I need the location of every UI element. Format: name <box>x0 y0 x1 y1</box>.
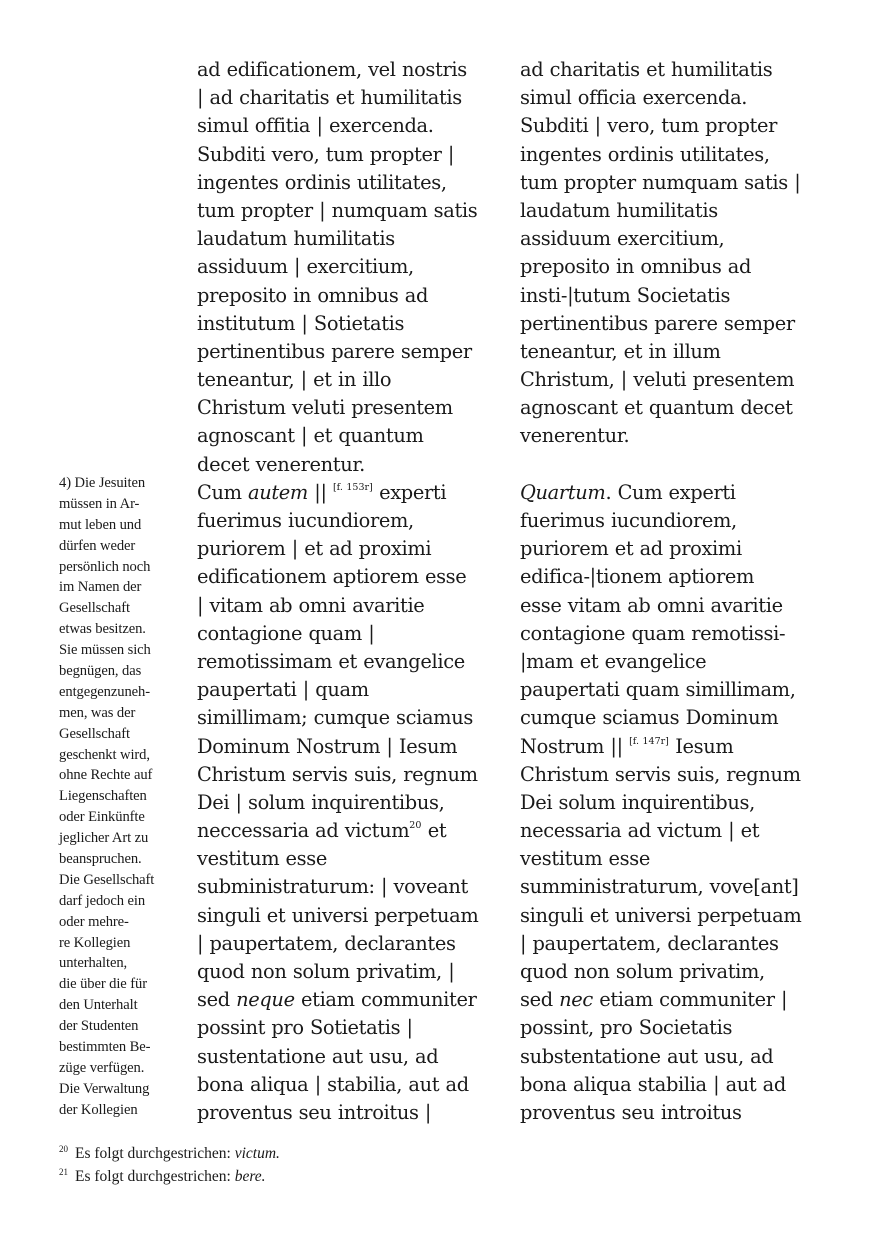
note-line: dürfen weder <box>59 537 136 554</box>
text-line: remotissimam et evangelice <box>197 649 465 673</box>
text-run: Iesum <box>668 734 734 758</box>
text-line <box>520 479 830 507</box>
note-line: men, was der <box>59 704 136 721</box>
text-line: Christum servis suis, regnum <box>520 762 801 786</box>
text-line: proventus seu introitus <box>520 1100 742 1124</box>
note-line: re Kollegien <box>59 934 131 951</box>
note-line: Die Gesellschaft <box>59 871 155 888</box>
note-line: darf jedoch ein <box>59 892 146 909</box>
text-line: venerentur. <box>520 424 630 448</box>
note-line: müssen in Ar- <box>59 495 140 512</box>
note-line: persönlich noch <box>59 558 151 575</box>
text-run: experti <box>372 480 447 504</box>
text-line: insti-|tutum Societatis <box>520 283 731 307</box>
text-line <box>197 479 507 507</box>
text-line: | ad charitatis et humilitatis <box>197 86 462 110</box>
note-line: Gesellschaft <box>59 600 130 617</box>
note-line: jeglicher Art zu <box>59 830 149 847</box>
folio-reference: [f. 153r] <box>332 481 373 493</box>
text-line: Subditi | vero, tum propter <box>520 114 778 138</box>
note-line: entgegenzuneh- <box>59 683 150 700</box>
italic-word: neque <box>236 988 295 1012</box>
text-run: . Cum experti <box>605 480 736 504</box>
note-line: Liegenschaften <box>59 788 147 805</box>
text-line: edifica-|tionem aptiorem <box>520 565 755 589</box>
note-line: den Unterhalt <box>59 997 138 1014</box>
text-line: singuli et universi perpetuam <box>520 903 802 927</box>
text-line: agnoscant et quantum decet <box>520 396 793 420</box>
text-line: ingentes ordinis utilitates, <box>520 142 770 166</box>
text-line: substentatione aut usu, ad <box>520 1044 774 1068</box>
text-line: bona aliqua stabilia | aut ad <box>520 1072 786 1096</box>
text-line: assiduum | exercitium, <box>197 255 414 279</box>
note-line: Gesellschaft <box>59 725 130 742</box>
text-line: Dei | solum inquirentibus, <box>197 790 445 814</box>
text-line: vestitum esse <box>197 847 328 871</box>
note-line: etwas besitzen. <box>59 621 146 638</box>
text-line: singuli et universi perpetuam <box>197 903 479 927</box>
text-line: laudatum humilitatis <box>520 198 718 222</box>
italic-word: Quartum <box>520 480 606 504</box>
note-line: der Studenten <box>59 1018 139 1035</box>
text-line: Christum, | veluti presentem <box>520 368 795 392</box>
footnote-number: 20 <box>59 1144 68 1154</box>
footnote-italic-word: bere. <box>234 1168 266 1185</box>
note-line: beanspruchen. <box>59 851 142 868</box>
text-line: vestitum esse <box>520 847 651 871</box>
text-line: quod non solum privatim, | <box>197 960 455 983</box>
footnote-text: Es folgt durchgestrichen: <box>75 1145 235 1162</box>
text-line: possint, pro Societatis <box>520 1016 733 1040</box>
text-line <box>197 817 507 845</box>
text-run: Cum <box>197 480 248 504</box>
text-line: paupertati | quam <box>197 678 369 702</box>
text-line: paupertati quam simillimam, <box>520 678 796 702</box>
text-run: sed <box>197 988 237 1012</box>
footnote-italic-word: victum. <box>234 1145 280 1162</box>
text-line: ingentes ordinis utilitates, <box>197 170 447 194</box>
text-line: preposito in omnibus ad <box>197 283 429 307</box>
right-text-column <box>520 56 830 1127</box>
italic-word: nec <box>559 988 593 1012</box>
text-line: |mam et evangelice <box>520 649 707 673</box>
footnote-number: 21 <box>59 1167 68 1177</box>
text-run: sed <box>520 988 560 1012</box>
text-line <box>520 986 830 1014</box>
text-line: Dominum Nostrum | Iesum <box>197 734 458 758</box>
text-line: esse vitam ab omni avaritie <box>520 593 783 617</box>
text-line: puriorem et ad proximi <box>520 537 742 561</box>
text-line: fuerimus iucundiorem, <box>197 509 414 532</box>
note-line: ohne Rechte auf <box>59 767 153 784</box>
text-line: ad charitatis et humilitatis <box>520 58 773 81</box>
note-line: im Namen der <box>59 579 142 596</box>
text-run: etiam communiter | <box>592 988 788 1012</box>
text-line: | vitam ab omni avaritie <box>197 593 425 617</box>
text-line: | paupertatem, declarantes <box>197 931 456 955</box>
text-run: || <box>307 480 333 504</box>
note-line: Sie müssen sich <box>59 642 151 659</box>
text-line: pertinentibus parere semper <box>520 311 795 335</box>
text-line: subministraturum: | voveant <box>197 875 468 899</box>
italic-word: autem <box>247 480 308 504</box>
text-line: laudatum humilitatis <box>197 227 395 251</box>
text-line: | paupertatem, declarantes <box>520 931 779 955</box>
note-line: Die Verwaltung <box>59 1080 150 1097</box>
text-line <box>197 986 507 1014</box>
text-line: Christum servis suis, regnum <box>197 762 478 786</box>
footnote-text: Es folgt durchgestrichen: <box>75 1168 235 1185</box>
note-line: oder Einkünfte <box>59 809 145 826</box>
text-line: simillimam; cumque sciamus <box>197 706 473 730</box>
text-line: Dei solum inquirentibus, <box>520 790 755 814</box>
note-line: der Kollegien <box>59 1101 138 1118</box>
text-line: teneantur, et in illum <box>520 339 721 363</box>
text-run: Nostrum || <box>520 734 630 758</box>
footnote <box>59 1142 280 1165</box>
text-line: preposito in omnibus ad <box>520 255 752 279</box>
text-line: contagione quam | <box>197 621 375 645</box>
note-line: begnügen, das <box>59 663 142 680</box>
margin-summary-note <box>59 473 184 1121</box>
text-line: institutum | Sotietatis <box>197 311 405 335</box>
text-line: quod non solum privatim, <box>520 960 765 983</box>
text-line: sustentatione aut usu, ad <box>197 1044 439 1068</box>
note-line: züge verfügen. <box>59 1059 145 1076</box>
text-line: Subditi vero, tum propter | <box>197 142 455 166</box>
text-line: assiduum exercitium, <box>520 227 725 251</box>
text-line: cumque sciamus Dominum <box>520 706 779 730</box>
note-line: unterhalten, <box>59 955 128 972</box>
text-line: puriorem | et ad proximi <box>197 537 432 561</box>
footnote-marker[interactable]: 20 <box>409 820 422 832</box>
text-run: et <box>421 819 447 843</box>
left-text-column <box>197 56 507 1127</box>
text-line: tum propter | numquam satis <box>197 198 478 222</box>
text-line: contagione quam remotissi- <box>520 621 786 645</box>
text-line: proventus seu introitus | <box>197 1100 432 1124</box>
text-line: simul offitia | exercenda. <box>197 114 434 138</box>
text-run: neccessaria ad victum <box>197 819 410 843</box>
text-line <box>520 733 830 761</box>
text-line: ad edificationem, vel nostris <box>197 58 467 81</box>
note-line: bestimmten Be- <box>59 1039 151 1056</box>
note-line: die über die für <box>59 976 147 993</box>
text-line: Christum veluti presentem <box>197 396 453 420</box>
text-line: teneantur, | et in illo <box>197 368 392 392</box>
text-line: pertinentibus parere semper <box>197 339 472 363</box>
text-line: tum propter numquam satis | <box>520 170 801 194</box>
text-line: sumministraturum, vove[ant] <box>520 875 799 899</box>
footnote <box>59 1165 280 1188</box>
folio-reference: [f. 147r] <box>629 735 669 747</box>
text-line: possint pro Sotietatis | <box>197 1016 413 1040</box>
note-line: oder mehre- <box>59 913 129 930</box>
text-line: bona aliqua | stabilia, aut ad <box>197 1072 469 1096</box>
text-run: etiam communiter <box>294 988 477 1012</box>
footnotes <box>59 1142 280 1188</box>
note-line: geschenkt wird, <box>59 746 150 763</box>
note-line: 4) Die Jesuiten <box>59 475 146 491</box>
note-line: mut leben und <box>59 516 142 533</box>
text-line: agnoscant | et quantum <box>197 424 424 448</box>
blank-line <box>520 451 830 479</box>
text-line: edificationem aptiorem esse <box>197 565 467 589</box>
text-line: simul officia exercenda. <box>520 86 748 110</box>
text-line: decet venerentur. <box>197 452 365 476</box>
text-line: necessaria ad victum | et <box>520 819 760 843</box>
text-line: fuerimus iucundiorem, <box>520 509 737 532</box>
